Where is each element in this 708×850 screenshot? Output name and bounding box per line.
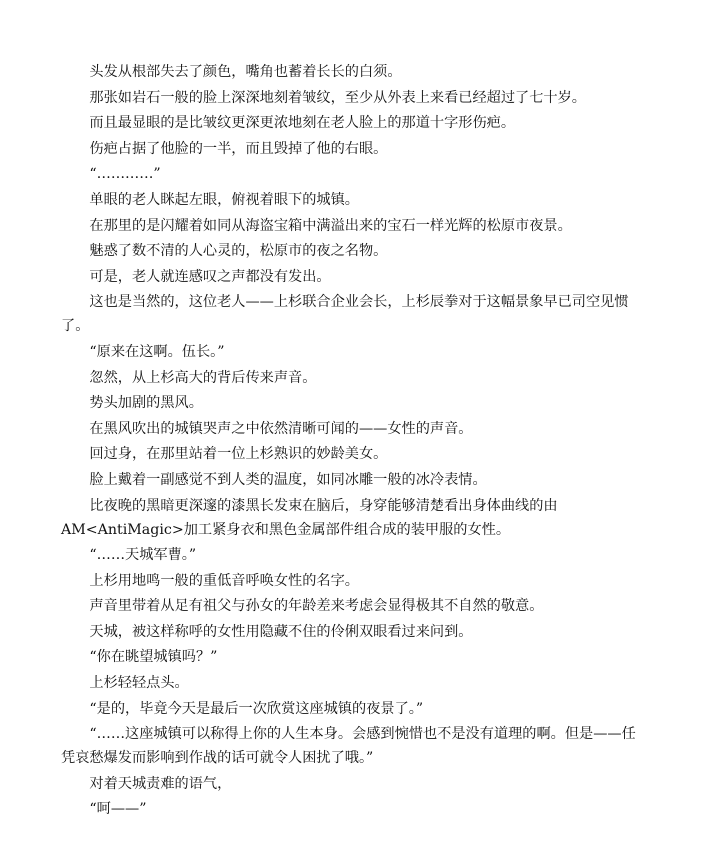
paragraph: “是的，毕竟今天是最后一次欣赏这座城镇的夜景了。”	[89, 700, 424, 717]
paragraph: “…………”	[89, 166, 161, 183]
paragraph: 上杉用地鸣一般的重低音呼唤女性的名字。	[89, 572, 359, 589]
paragraph: “呵——”	[89, 801, 147, 818]
paragraph: 单眼的老人眯起左眼，俯视着眼下的城镇。	[89, 191, 359, 208]
paragraph: 这也是当然的，这位老人——上杉联合企业会长，上杉辰拳对于这幅景象早已司空见惯了。	[61, 294, 629, 335]
paragraph: 脸上戴着一副感觉不到人类的温度，如同冰雕一般的冰冷表情。	[89, 471, 487, 488]
paragraph: 而且最显眼的是比皱纹更深更浓地刻在老人脸上的那道十字形伤疤。	[89, 115, 516, 132]
paragraph: 在那里的是闪耀着如同从海盗宝箱中满溢出来的宝石一样光辉的松原市夜景。	[89, 217, 572, 234]
paragraph: 忽然，从上杉高大的背后传来声音。	[89, 369, 317, 386]
paragraph: 回过身，在那里站着一位上杉熟识的妙龄美女。	[89, 446, 388, 463]
paragraph: 在黑风吹出的城镇哭声之中依然清晰可闻的——女性的声音。	[89, 420, 473, 437]
paragraph: “你在眺望城镇吗？”	[89, 649, 218, 666]
paragraph: 对着天城责难的语气，	[89, 775, 232, 792]
paragraph: 伤疤占据了他脸的一半，而且毁掉了他的右眼。	[89, 140, 388, 157]
paragraph: 头发从根部失去了颜色，嘴角也蓄着长长的白须。	[89, 64, 402, 80]
paragraph: “……天城军曹。”	[89, 547, 197, 564]
paragraph: 天城，被这样称呼的女性用隐藏不住的伶俐双眼看过来问到。	[89, 623, 473, 640]
paragraph: “原来在这啊。伍长。”	[89, 343, 225, 360]
paragraph: 那张如岩石一般的脸上深深地刻着皱纹，至少从外表上来看已经超过了七十岁。	[89, 89, 586, 106]
paragraph: 魅惑了数不清的人心灵的，松原市的夜之名物。	[89, 243, 388, 260]
paragraph: 比夜晚的黑暗更深邃的漆黑长发束在脑后，身穿能够清楚看出身体曲线的由AM<AntiMagic>加工紧身衣和黑色金属部件组合成的装甲服的女性。	[61, 497, 558, 538]
paragraph: 可是，老人就连感叹之声都没有发出。	[89, 268, 331, 285]
paragraph: 声音里带着从足有祖父与孙女的年龄差来考虑会显得极其不自然的敬意。	[89, 598, 544, 615]
paragraph: 势头加剧的黑风。	[89, 395, 203, 412]
paragraph: 上杉轻轻点头。	[89, 675, 189, 692]
paragraph: “……这座城镇可以称得上你的人生本身。会感到惋惜也不是没有道理的啊。但是——任凭哀愁爆发而影响到作战的话可就令人困扰了哦。”	[61, 726, 636, 767]
